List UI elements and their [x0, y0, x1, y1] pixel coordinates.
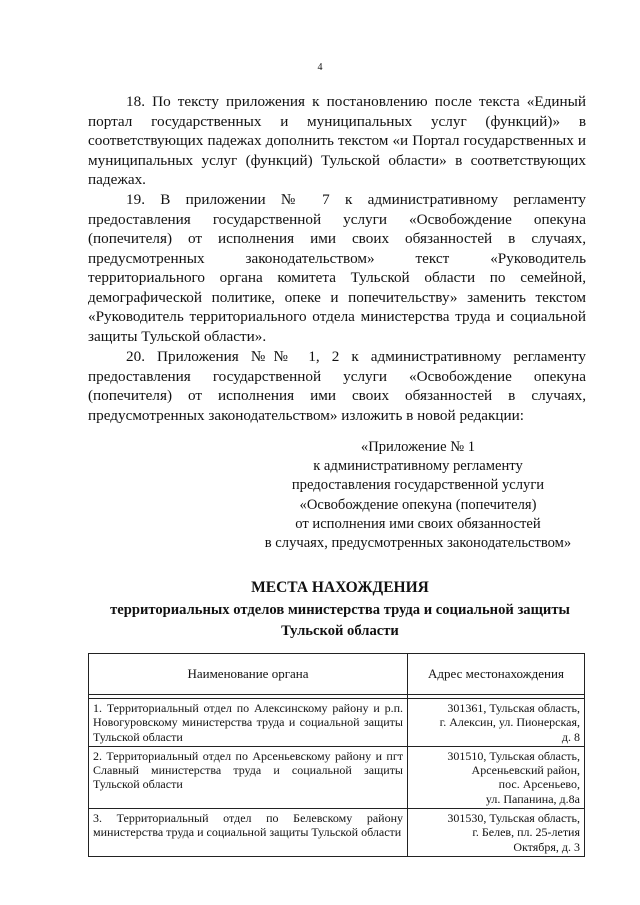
page-number: 4	[317, 62, 323, 73]
paragraph-19: 19. В приложении № 7 к административному регламенту предоставления государственной услуги «Освобождение опекуна (попечителя) от исполнения ими своих обязанностей в случаях, предусмотренных законодательством» текст «Руководитель территориального органа комитета Тульской области по семейной, демографической политике, опеке и попечительству» заменить текстом «Руководитель территориального отдела министерства труда и социальной защиты Тульской области».	[88, 191, 586, 345]
office-name: 3. Территориальный отдел по Белевскому району министерства труда и социальной защиты Тульской области	[89, 809, 408, 857]
paragraph-20: 20. Приложения №№ 1, 2 к административному регламенту предоставления государственной услуги «Освобождение опекуна (попечителя) от исполнения ими своих обязанностей в случаях, предусмотренных законодательством» изложить в новой редакции:	[88, 348, 586, 424]
address-line: д. 8	[561, 729, 580, 744]
table-row	[89, 746, 585, 808]
office-name: 1. Территориальный отдел по Алексинскому району и р.п. Новогуровскому министерства труда и социальной защиты Тульской области	[89, 699, 408, 747]
office-name: 2. Территориальный отдел по Арсеньевскому району и пгт Славный министерства труда и социальной защиты Тульской области	[89, 746, 408, 808]
address-line: 301361, Тульская область,	[447, 701, 580, 715]
address-line: г. Алексин, ул. Пионерская,	[439, 715, 580, 730]
column-header-name: Наименование органа	[89, 654, 408, 695]
column-header-address: Адрес местонахождения	[408, 654, 585, 695]
appendix-line: от исполнения ими своих обязанностей	[295, 515, 541, 532]
table-row	[89, 809, 585, 857]
offices-table	[88, 653, 585, 857]
address-line: ул. Папанина, д.8а	[485, 791, 580, 806]
address-line: Арсеньевский район,	[471, 763, 580, 778]
appendix-line: «Приложение № 1	[360, 439, 476, 455]
appendix-line: в случаях, предусмотренных законодательством»	[264, 535, 572, 552]
appendix-header	[250, 438, 586, 553]
office-address	[408, 809, 585, 857]
address-line: пос. Арсеньево,	[498, 777, 580, 792]
address-line: г. Белев, пл. 25-летия	[472, 825, 580, 840]
table-header-row	[89, 654, 585, 695]
paragraph-18: 18. По тексту приложения к постановлению после текста «Единый портал государственных и муниципальных услуг (функций)» в соответствующих падежах дополнить текстом «и Портал государственных и муниципальных услуг (функций) Тульской области» в соответствующих падежах.	[88, 93, 586, 188]
subtitle-line: территориальных отделов министерства труда и социальной защиты	[110, 602, 570, 618]
address-line: Октября, д. 3	[513, 839, 580, 854]
address-line: 301510, Тульская область,	[447, 748, 580, 763]
appendix-line: «Освобождение опекуна (попечителя)	[299, 496, 537, 513]
section-subtitle	[60, 600, 620, 641]
address-line: 301530, Тульская область,	[447, 811, 580, 826]
section-title: МЕСТА НАХОЖДЕНИЯ	[251, 579, 429, 596]
table-row	[89, 699, 585, 747]
office-address	[408, 699, 585, 747]
appendix-line: к административному регламенту	[313, 458, 523, 475]
subtitle-line: Тульской области	[281, 622, 399, 639]
office-address	[408, 746, 585, 808]
appendix-line: предоставления государственной услуги	[291, 477, 545, 494]
